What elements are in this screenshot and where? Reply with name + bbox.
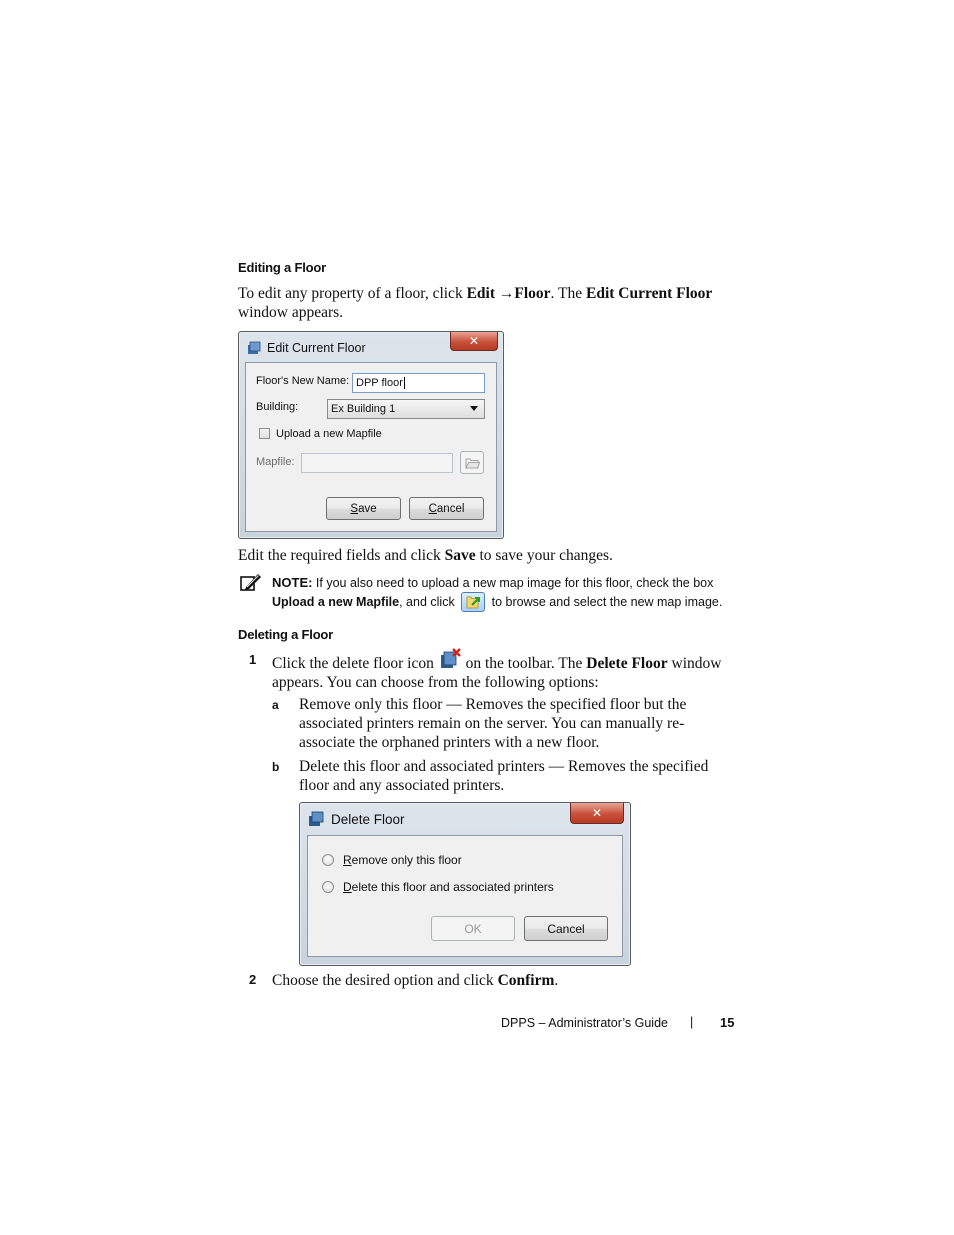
page-number: 15	[720, 1015, 735, 1030]
building-label: Building:	[256, 401, 299, 413]
mapfile-label: Mapfile:	[256, 456, 295, 468]
save-instruction: Edit the required fields and click Save to save your changes.	[238, 547, 613, 564]
cancel-button[interactable]: Cancel	[524, 916, 608, 941]
step-1-text: Click the delete floor icon on the toolbar. The Delete Floor window appears. You can choose from the following options:	[272, 651, 734, 692]
ok-button[interactable]: OK	[431, 916, 515, 941]
note-label: NOTE:	[272, 575, 313, 590]
close-button[interactable]: ✕	[450, 332, 498, 351]
note-text: NOTE: If you also need to upload a new map image for this floor, check the box Upload a new Mapfile, and click to browse and select the new map image.	[272, 574, 742, 612]
browse-inline-icon	[461, 592, 485, 612]
floor-app-icon	[247, 341, 261, 355]
save-button[interactable]: S ave	[326, 497, 401, 520]
footer-title: DPPS – Administrator’s Guide	[501, 1016, 668, 1030]
dialog-body	[245, 362, 497, 532]
remove-only-label[interactable]: Remove only this floor	[343, 853, 462, 867]
delete-with-printers-radio[interactable]	[322, 881, 334, 893]
floor-name-label: Floor's New Name:	[256, 375, 350, 387]
delete-floor-icon	[438, 651, 462, 673]
section-heading-editing: Editing a Floor	[238, 260, 326, 275]
open-folder-icon	[465, 456, 480, 469]
cancel-button[interactable]: C ancel	[409, 497, 484, 520]
delete-with-printers-label[interactable]: Delete this floor and associated printers	[343, 880, 554, 894]
note-pencil-icon	[240, 572, 262, 592]
upload-mapfile-checkbox[interactable]	[259, 428, 270, 439]
edit-current-floor-dialog	[238, 331, 504, 539]
option-a-letter: a	[272, 698, 279, 712]
delete-floor-dialog	[299, 802, 631, 966]
footer-separator: |	[690, 1015, 694, 1029]
mapfile-input[interactable]	[301, 453, 453, 473]
option-b-letter: b	[272, 760, 280, 774]
building-select[interactable]: Ex Building 1	[327, 399, 485, 419]
floor-app-icon	[308, 811, 324, 827]
option-a-text: Remove only this floor — Removes the specified floor but the associated printers remain on the server. You can manually re-associate the orphaned printers with a new floor.	[299, 696, 687, 751]
browse-button[interactable]	[460, 451, 484, 474]
dialog-title: Edit Current Floor	[267, 341, 366, 355]
step-2-number: 2	[249, 972, 257, 987]
dialog-title: Delete Floor	[331, 811, 405, 827]
floor-name-input[interactable]: DPP floor	[352, 373, 485, 393]
option-b-text: Delete this floor and associated printers — Removes the specified floor and any associated printers.	[299, 758, 709, 794]
editing-paragraph: To edit any property of a floor, click Edit →Floor. The Edit Current Floor window appears.	[238, 285, 713, 321]
step-2-text: Choose the desired option and click Confirm.	[272, 972, 559, 989]
section-heading-deleting: Deleting a Floor	[238, 627, 334, 642]
dialog-body	[307, 835, 623, 957]
dialog-title-bar[interactable]	[247, 337, 366, 359]
chevron-down-icon	[470, 406, 478, 411]
step-1-number: 1	[249, 652, 257, 667]
remove-only-radio[interactable]	[322, 854, 334, 866]
dialog-title-bar[interactable]	[308, 808, 405, 830]
upload-mapfile-label[interactable]: Upload a new Mapfile	[276, 428, 382, 440]
close-button[interactable]: ✕	[570, 803, 624, 824]
